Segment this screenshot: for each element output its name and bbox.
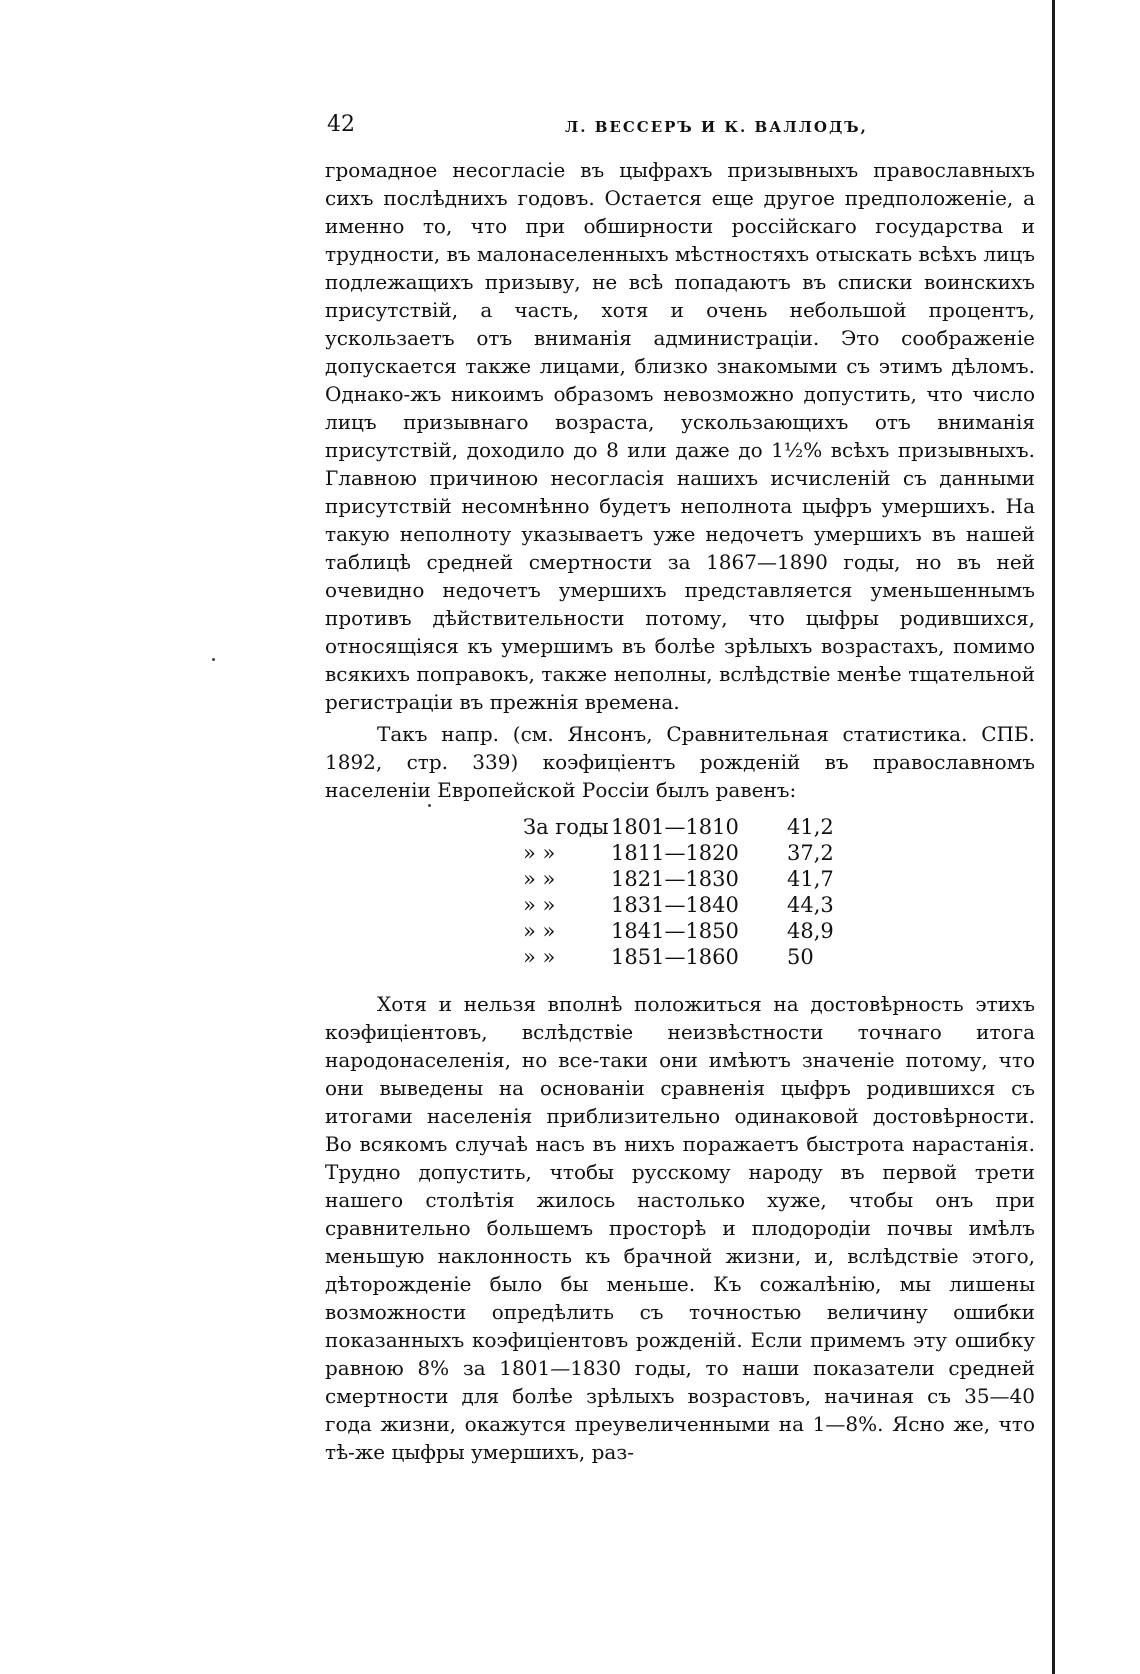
table-row: [523, 814, 857, 840]
row-years: 1821—1830: [611, 867, 739, 891]
page-header: [325, 112, 1035, 146]
book-page: [325, 112, 1035, 1466]
row-value: 50: [787, 945, 814, 969]
row-label: За годы: [523, 815, 609, 839]
table-row: [523, 892, 857, 918]
row-value: 37,2: [787, 841, 834, 865]
row-years: 1811—1820: [611, 841, 739, 865]
row-years: 1851—1860: [611, 945, 739, 969]
row-label: » »: [523, 841, 556, 865]
table-row: [523, 944, 857, 970]
paragraph-continued: громадное несогласіе въ цыфрахъ призывныхъ православныхъ сихъ послѣднихъ годовъ. Остается еще другое предположеніе, а именно то, что при обширности россійскаго государства и трудности, въ малонаселенныхъ мѣстностяхъ отыскать всѣхъ лицъ подлежащихъ призыву, не всѣ попадаютъ въ списки воинскихъ присутствій, а часть, хотя и очень небольшой процентъ, ускользаетъ отъ вниманія администраціи. Это соображеніе допускается также лицами, близко знакомыми съ этимъ дѣломъ. Однако-жъ никоимъ образомъ невозможно допустить, что число лицъ призывнаго возраста, ускользающихъ отъ вниманія присутствій, доходило до 8 или даже до 1½% всѣхъ призывныхъ. Главною причиною несогласія нашихъ исчисленій съ данными присутствій несомнѣнно будетъ неполнота цыфръ умершихъ. На такую неполноту указываетъ уже недочетъ умершихъ въ нашей таблицѣ средней смертности за 1867—1890 годы, но въ ней очевидно недочетъ умершихъ представляется уменьшеннымъ противъ дѣйствительности потому, что цыфры родившихся, относящіяся къ умершимъ въ болѣе зрѣлыхъ возрастахъ, помимо всякихъ поправокъ, также неполны, вслѣдствіе менѣе тщательной регистраціи въ прежнія времена.: [325, 158, 1035, 714]
table-row: [523, 918, 857, 944]
paragraph-reliability: Хотя и нельзя вполнѣ положиться на достовѣрность этихъ коэфиціентовъ, вслѣдствіе неизвѣстности точнаго итога народонаселенія, но все-таки они имѣютъ значеніе потому, что они выведены на основаніи сравненія цыфръ родившихся съ итогами населенія приблизительно одинаковой достовѣрности. Во всякомъ случаѣ насъ въ нихъ поражаетъ быстрота нарастанія. Трудно допустить, чтобы русскому народу въ первой трети нашего столѣтія жилось настолько хуже, чтобы онъ при сравнительно большемъ просторѣ и плодородіи почвы имѣлъ меньшую наклонность къ брачной жизни, и, вслѣдствіе этого, дѣторожденіе было бы меньше. Къ сожалѣнію, мы лишены возможности опредѣлить съ точностью величину ошибки показанныхъ коэфиціентовъ рожденій. Если примемъ эту ошибку равною 8% за 1801—1830 годы, то наши показатели средней смертности для болѣе зрѣлыхъ возрастовъ, начиная съ 35—40 года жизни, окажутся преувеличенными на 1—8%. Ясно же, что тѣ-же цыфры умершихъ, раз-: [325, 992, 1035, 1464]
page-edge-rule: [1052, 0, 1055, 1674]
row-years: 1831—1840: [611, 893, 739, 917]
paragraph-birth-rate-intro: Такъ напр. (см. Янсонъ, Сравнительная статистика. СПБ. 1892, стр. 339) коэфиціентъ рожденій въ православномъ населеніи Европейской Россіи былъ равенъ:: [325, 722, 1035, 802]
row-label: » »: [523, 893, 556, 917]
table-row: [523, 866, 857, 892]
row-value: 48,9: [787, 919, 834, 943]
row-years: 1841—1850: [611, 919, 739, 943]
row-label: » »: [523, 867, 556, 891]
birth-coefficient-table: [523, 814, 857, 970]
row-value: 41,7: [787, 867, 834, 891]
page-number: 42: [327, 112, 355, 137]
row-years: 1801—1810: [611, 815, 739, 839]
table-row: [523, 840, 857, 866]
row-label: » »: [523, 919, 556, 943]
running-head: Л. ВЕССЕРЪ И К. ВАЛЛОДЪ,: [565, 118, 868, 136]
row-label: » »: [523, 945, 556, 969]
row-value: 44,3: [787, 893, 834, 917]
scan-speck: [212, 658, 215, 661]
row-value: 41,2: [787, 815, 834, 839]
